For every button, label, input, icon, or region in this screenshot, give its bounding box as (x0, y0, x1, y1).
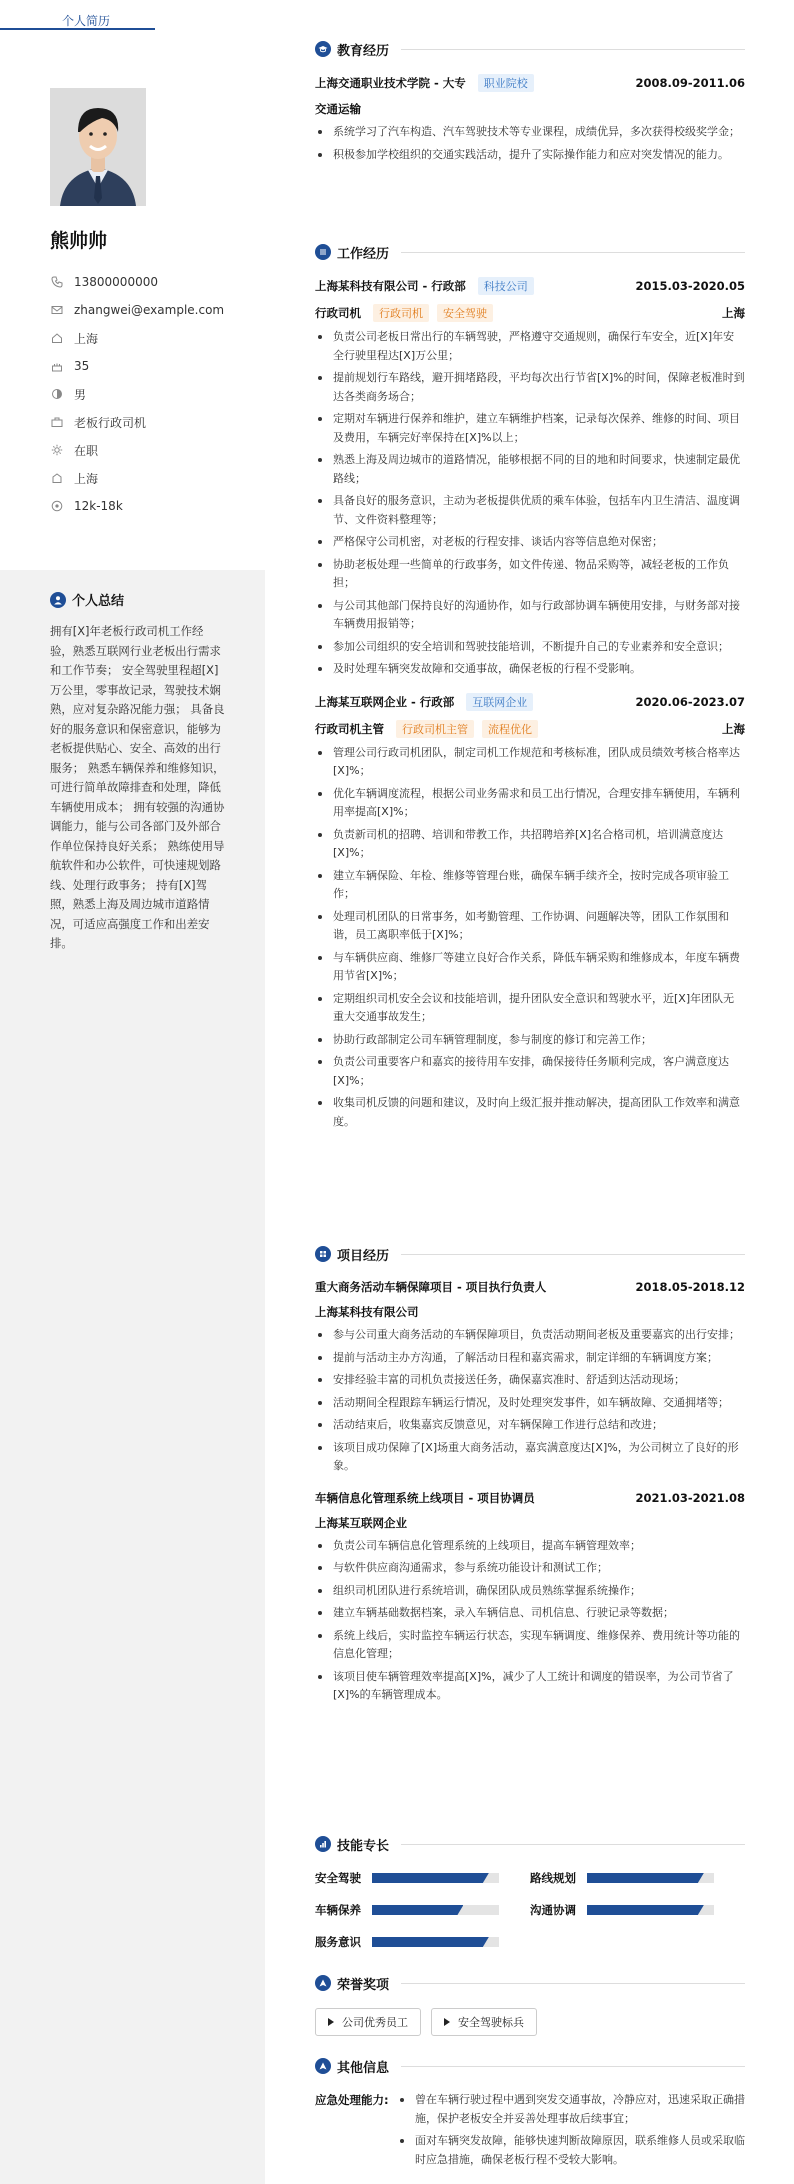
info-phone (50, 268, 260, 296)
list-item: 协助行政部制定公司车辆管理制度，参与制度的修订和完善工作； (315, 1031, 745, 1050)
list-item: 提前与活动主办方沟通，了解活动日程和嘉宾需求，制定详细的车辆调度方案； (315, 1349, 745, 1368)
skills-title: 技能专长 (337, 1838, 390, 1854)
play-icon (328, 2018, 334, 2026)
skill-item (315, 1869, 530, 1887)
school-tag: 职业院校 (478, 74, 534, 92)
skill-bar (587, 1905, 714, 1915)
list-icon (315, 244, 331, 260)
list-item: 负责公司老板日常出行的车辆驾驶，严格遵守交通规则，确保行车安全，近[X]年安全行驶里程达[X]万公里； (315, 328, 745, 365)
skill-bar-fill (587, 1873, 704, 1883)
list-item: 协助老板处理一些简单的行政事务，如文件传递、物品采购等，减轻老板的工作负担； (315, 556, 745, 593)
education-date: 2008.09-2011.06 (635, 76, 745, 90)
section-divider (401, 1254, 745, 1255)
candidate-name: 熊帅帅 (50, 230, 108, 252)
skill-item (530, 1901, 745, 1919)
project-1-head (315, 1279, 745, 1295)
summary-text: 拥有[X]年老板行政司机工作经验，熟悉互联网行业老板出行需求和工作节奏； 安全驾驶里程超[X]万公里，零事故记录，驾驶技术娴熟，应对复杂路况能力强； 具备良好的服务意识和保密意识，能够为老板提供贴心、安全、高效的出行服务； 熟悉车辆保养和维修知识，可进行简单故障排查和处理，降低车辆使用成本； 拥有较强的沟通协调能力，能与公司各部门及外部合作单位保持良好关系； 熟练使用导航软件和办公软件，可快速规划路线、处理行政事务； 持有[X]驾照，熟悉上海及周边城市道路情况，可适应高强度工作和出差安排。 (50, 624, 225, 950)
section-divider (401, 2066, 745, 2067)
list-item: 该项目使车辆管理效率提高[X]%，减少了人工统计和调度的错误率，为公司节省了[X]%的车辆管理成本。 (315, 1668, 745, 1705)
gender-icon (50, 387, 64, 401)
briefcase-icon (50, 415, 64, 429)
other-heading (315, 2055, 745, 2077)
user-icon (50, 592, 66, 608)
project-1-name: 重大商务活动车辆保障项目 - 项目执行负责人 (315, 1280, 547, 1294)
education-bullets (315, 123, 745, 164)
avatar (50, 88, 146, 206)
other-bullets (397, 2091, 745, 2173)
section-divider (401, 1983, 745, 1984)
skill-bar (587, 1873, 714, 1883)
award-label: 公司优秀员工 (342, 2016, 408, 2029)
section-divider (401, 49, 745, 50)
skill-item (530, 1869, 745, 1887)
job-1-role-tag: 行政司机 (373, 304, 429, 322)
education-heading (315, 38, 745, 60)
other-label: 应急处理能力: (315, 2093, 389, 2107)
mail-icon (50, 303, 64, 317)
job-2-location: 上海 (722, 721, 745, 736)
other-section (315, 2055, 745, 2173)
awards-section (315, 1972, 745, 2036)
job-1-location: 上海 (722, 306, 745, 320)
list-item: 系统上线后，实时监控车辆运行状态，实现车辆调度、维修保养、费用统计等功能的信息化管理； (315, 1627, 745, 1664)
summary-title: 个人总结 (72, 594, 125, 609)
project-2-bullets (315, 1537, 745, 1705)
job-1-company: 上海某科技有限公司 - 行政部 (315, 279, 466, 293)
skill-item (315, 1933, 530, 1951)
info-gender (50, 380, 260, 408)
project-1-org: 上海某科技有限公司 (315, 1305, 419, 1319)
list-item: 负责公司车辆信息化管理系统的上线项目，提高车辆管理效率； (315, 1537, 745, 1556)
info-age (50, 352, 260, 380)
list-item: 负责新司机的招聘、培训和带教工作，共招聘培养[X]名合格司机，培训满意度达[X]%； (315, 826, 745, 863)
work-heading (315, 241, 745, 263)
skill-label: 路线规划 (530, 1871, 576, 1885)
avatar-portrait (50, 88, 146, 206)
info-icon (315, 2058, 331, 2074)
project-2-date: 2021.03-2021.08 (635, 1490, 745, 1505)
skill-label: 服务意识 (315, 1935, 361, 1949)
list-item: 与公司其他部门保持良好的沟通协作，如与行政部协调车辆使用安排，与财务部对接车辆费用报销等； (315, 597, 745, 634)
list-item: 处理司机团队的日常事务，如考勤管理、工作协调、问题解决等，团队工作氛围和谐，员工离职率低于[X]%； (315, 908, 745, 945)
job-2-date: 2020.06-2023.07 (635, 694, 745, 709)
info-gender-text: 男 (74, 387, 87, 402)
award-label: 安全驾驶标兵 (458, 2016, 524, 2029)
skill-icon (315, 1836, 331, 1852)
job-2-company-tag: 互联网企业 (466, 693, 533, 711)
status-icon (50, 443, 64, 457)
phone-icon (50, 275, 64, 289)
job-1-bullets (315, 328, 745, 679)
skill-item (315, 1901, 530, 1919)
list-item: 具备良好的服务意识，主动为老板提供优质的乘车体验，包括车内卫生清洁、温度调节、文件资料整理等； (315, 492, 745, 529)
info-phone-text: 13800000000 (74, 275, 158, 289)
resume-title: 个人简历 (62, 14, 111, 28)
projects-section (315, 1243, 745, 1709)
other-row (315, 2091, 745, 2173)
job-1-role: 行政司机 (315, 306, 361, 320)
header-bar (0, 0, 265, 40)
list-item: 建立车辆基础数据档案，录入车辆信息、司机信息、行驶记录等数据； (315, 1604, 745, 1623)
skill-bar-fill (587, 1905, 704, 1915)
project-1-date: 2018.05-2018.12 (635, 1280, 745, 1294)
info-hometown-text: 上海 (74, 331, 99, 346)
info-city (50, 464, 260, 492)
job-1-date: 2015.03-2020.05 (635, 279, 745, 293)
awards-list (315, 2008, 745, 2036)
info-status-text: 在职 (74, 443, 99, 458)
skill-bar-fill (372, 1905, 463, 1915)
skills-section (315, 1833, 745, 1951)
building-icon (50, 471, 64, 485)
info-position-text: 老板行政司机 (74, 415, 147, 430)
work-section (315, 241, 745, 1135)
list-item: 定期组织司机安全会议和技能培训，提升团队安全意识和驾驶水平，近[X]年团队无重大交通事故发生； (315, 990, 745, 1027)
list-item: 严格保守公司机密，对老板的行程安排、谈话内容等信息绝对保密； (315, 533, 745, 552)
cake-icon (50, 359, 64, 373)
info-email-text: zhangwei@example.com (74, 303, 225, 317)
info-city-text: 上海 (74, 471, 99, 486)
job-2-role-tag: 流程优化 (482, 720, 538, 738)
project-2-name: 车辆信息化管理系统上线项目 - 项目协调员 (315, 1490, 535, 1505)
list-item: 活动结束后，收集嘉宾反馈意见，对车辆保障工作进行总结和改进； (315, 1416, 745, 1435)
job-1-role-tag: 安全驾驶 (437, 304, 493, 322)
project-2-org: 上海某互联网企业 (315, 1515, 407, 1530)
award-item (315, 2008, 421, 2036)
skills-heading (315, 1833, 745, 1855)
summary-heading (50, 590, 124, 609)
skill-bar-fill (372, 1873, 489, 1883)
education-section (315, 38, 745, 168)
skill-label: 车辆保养 (315, 1903, 361, 1917)
graduation-cap-icon (315, 41, 331, 57)
section-divider (401, 252, 745, 253)
list-item: 曾在车辆行驶过程中遇到突发交通事故，冷静应对，迅速采取正确措施，保护老板安全并妥善处理事故后续事宜； (397, 2091, 745, 2128)
job-2-company: 上海某互联网企业 - 行政部 (315, 694, 455, 709)
education-item-head (315, 74, 745, 92)
list-item: 组织司机团队进行系统培训，确保团队成员熟练掌握系统操作； (315, 1582, 745, 1601)
list-item: 建立车辆保险、年检、维修等管理台账，确保车辆手续齐全，按时完成各项审验工作； (315, 867, 745, 904)
list-item: 提前规划行车路线，避开拥堵路段，平均每次出行节省[X]%的时间，保障老板准时到达各类商务场合； (315, 369, 745, 406)
info-position (50, 408, 260, 436)
project-1-bullets (315, 1326, 745, 1476)
projects-title: 项目经历 (337, 1248, 390, 1264)
skill-label: 安全驾驶 (315, 1871, 361, 1885)
contact-info (50, 268, 260, 520)
award-icon (315, 1975, 331, 1991)
list-item: 该项目成功保障了[X]场重大商务活动，嘉宾满意度达[X]%，为公司树立了良好的形象。 (315, 1439, 745, 1476)
job-2-head (315, 693, 745, 711)
project-2-org-row (315, 1515, 745, 1531)
section-divider (401, 1844, 745, 1845)
work-title: 工作经历 (337, 246, 390, 262)
list-item: 安排经验丰富的司机负责接送任务，确保嘉宾准时、舒适到达活动现场； (315, 1371, 745, 1390)
salary-icon (50, 499, 64, 513)
award-item (431, 2008, 537, 2036)
list-item: 与软件供应商沟通需求，参与系统功能设计和测试工作； (315, 1559, 745, 1578)
project-icon (315, 1246, 331, 1262)
awards-heading (315, 1972, 745, 1994)
info-email (50, 296, 260, 324)
list-item: 积极参加学校组织的交通实践活动，提升了实际操作能力和应对突发情况的能力。 (315, 146, 745, 165)
project-2-head (315, 1490, 745, 1506)
job-1-role-row (315, 304, 745, 322)
job-2-role-tag: 行政司机主管 (396, 720, 474, 738)
job-2-role-row (315, 720, 745, 738)
awards-title: 荣誉奖项 (337, 1977, 390, 1993)
job-2-bullets (315, 744, 745, 1132)
home-icon (50, 331, 64, 345)
education-major: 交通运输 (315, 102, 361, 116)
projects-heading (315, 1243, 745, 1265)
job-2-role: 行政司机主管 (315, 721, 384, 736)
list-item: 与车辆供应商、维修厂等建立良好合作关系，降低车辆采购和维修成本，年度车辆费用节省[X]%； (315, 949, 745, 986)
skill-bar (372, 1937, 499, 1947)
school-name: 上海交通职业技术学院 - 大专 (315, 76, 466, 90)
list-item: 熟悉上海及周边城市的道路情况，能够根据不同的目的地和时间要求，快速制定最优路线； (315, 451, 745, 488)
skill-label: 沟通协调 (530, 1903, 576, 1917)
education-major-row (315, 101, 745, 117)
skill-bar-fill (372, 1937, 489, 1947)
info-salary-text: 12k-18k (74, 499, 123, 513)
skills-grid (315, 1869, 745, 1951)
list-item: 面对车辆突发故障，能够快速判断故障原因，联系维修人员或采取临时应急措施，确保老板行程不受较大影响。 (397, 2132, 745, 2169)
list-item: 系统学习了汽车构造、汽车驾驶技术等专业课程，成绩优异，多次获得校级奖学金； (315, 123, 745, 142)
job-1-company-tag: 科技公司 (478, 277, 534, 295)
list-item: 参加公司组织的安全培训和驾驶技能培训，不断提升自己的专业素养和安全意识； (315, 638, 745, 657)
list-item: 及时处理车辆突发故障和交通事故，确保老板的行程不受影响。 (315, 660, 745, 679)
other-title: 其他信息 (337, 2060, 390, 2076)
skill-bar (372, 1873, 499, 1883)
job-1-head (315, 277, 745, 295)
list-item: 定期对车辆进行保养和维护，建立车辆维护档案，记录每次保养、维修的时间、项目及费用，车辆完好率保持在[X]%以上； (315, 410, 745, 447)
info-status (50, 436, 260, 464)
info-salary (50, 492, 260, 520)
list-item: 活动期间全程跟踪车辆运行情况，及时处理突发事件，如车辆故障、交通拥堵等； (315, 1394, 745, 1413)
list-item: 收集司机反馈的问题和建议，及时向上级汇报并推动解决，提高团队工作效率和满意度。 (315, 1094, 745, 1131)
info-age-text: 35 (74, 359, 90, 373)
play-icon (444, 2018, 450, 2026)
education-title: 教育经历 (337, 43, 390, 59)
list-item: 负责公司重要客户和嘉宾的接待用车安排，确保接待任务顺利完成，客户满意度达[X]%； (315, 1053, 745, 1090)
list-item: 优化车辆调度流程，根据公司业务需求和员工出行情况，合理安排车辆使用，车辆利用率提高[X]%； (315, 785, 745, 822)
project-1-org-row (315, 1304, 745, 1320)
list-item: 管理公司行政司机团队，制定司机工作规范和考核标准，团队成员绩效考核合格率达[X]%； (315, 744, 745, 781)
skill-bar (372, 1905, 499, 1915)
info-hometown (50, 324, 260, 352)
list-item: 参与公司重大商务活动的车辆保障项目，负责活动期间老板及重要嘉宾的出行安排； (315, 1326, 745, 1345)
